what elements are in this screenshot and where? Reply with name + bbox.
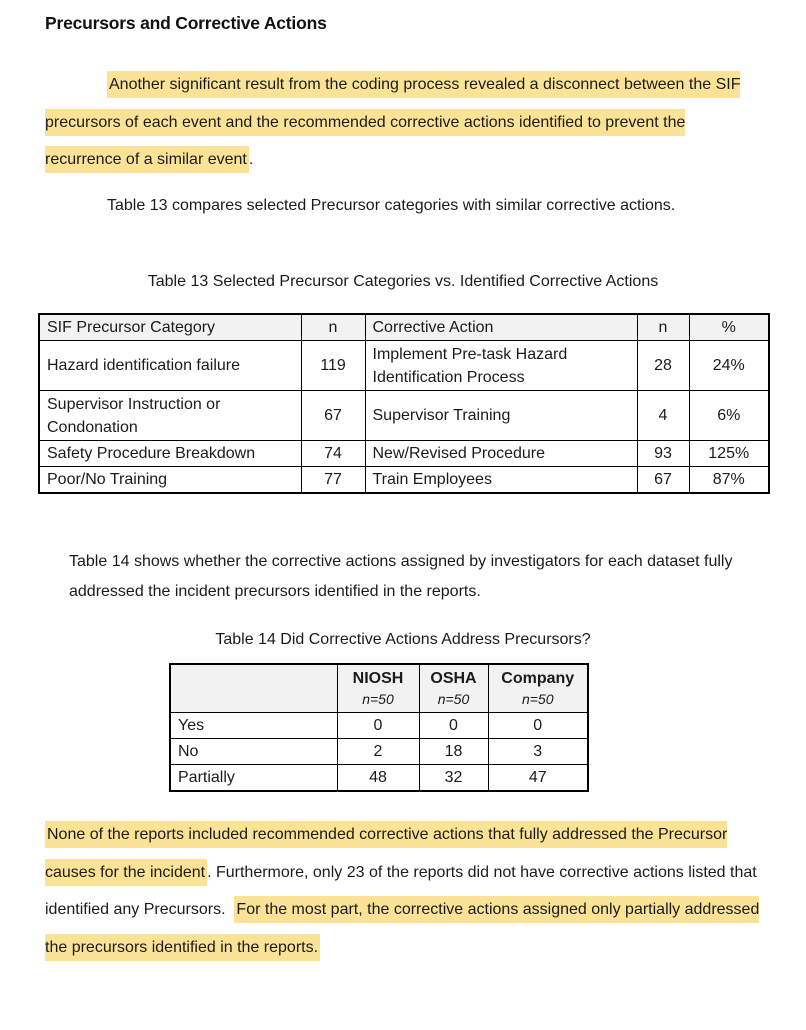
highlighted-text: None of the reports included recommended corrective actions that fully addressed the Precursor causes for the incident: [45, 821, 727, 886]
cell-n: 93: [637, 441, 689, 467]
table-row: [39, 391, 769, 441]
table13-intro-paragraph: Table 13 compares selected Precursor categories with similar corrective actions.: [107, 197, 676, 214]
table-row: [170, 738, 588, 764]
paragraph-text: .: [248, 151, 254, 168]
col-header-n1: n: [301, 314, 365, 341]
col-header-corrective-action: Corrective Action: [365, 314, 637, 341]
table-13-precursors-vs-corrective-actions: [38, 313, 770, 494]
row-label-partially: Partially: [170, 764, 337, 791]
cell-percent: 125%: [689, 441, 769, 467]
table-row: [170, 712, 588, 738]
cell-value: 0: [337, 712, 419, 738]
table-row: [39, 341, 769, 391]
cell-percent: 24%: [689, 341, 769, 391]
highlighted-text: For the most part, the corrective actions assigned only partially addressed the precursors identified in the reports.: [45, 896, 759, 961]
sample-size-label: n=50: [521, 691, 554, 708]
dataset-label: NIOSH: [352, 670, 404, 688]
cell-precursor: Hazard identification failure: [39, 341, 301, 391]
cell-n: 119: [301, 341, 365, 391]
col-header-osha: [419, 664, 488, 712]
cell-percent: 87%: [689, 467, 769, 494]
cell-precursor: Safety Procedure Breakdown: [39, 441, 301, 467]
page-title: Precursors and Corrective Actions: [45, 13, 327, 33]
table13-caption: Table 13 Selected Precursor Categories vs. Identified Corrective Actions: [147, 273, 659, 290]
table-row: [39, 441, 769, 467]
intro-paragraph: [45, 66, 765, 179]
cell-corrective-action: New/Revised Procedure: [365, 441, 637, 467]
blank-corner-cell: [170, 664, 337, 712]
col-header-company: [488, 664, 588, 712]
cell-value: 0: [488, 712, 588, 738]
cell-n: 77: [301, 467, 365, 494]
sample-size-label: n=50: [437, 691, 470, 708]
highlighted-text: Another significant result from the coding process revealed a disconnect between the SIF precursors of each event and the recommended corrective actions identified to prevent the recurrence of a similar event: [45, 71, 740, 173]
cell-precursor: Supervisor Instruction or Condonation: [39, 391, 301, 441]
cell-value: 0: [419, 712, 488, 738]
dataset-label: OSHA: [430, 670, 477, 688]
dataset-label: Company: [501, 670, 575, 688]
cell-n: 67: [301, 391, 365, 441]
col-header-n2: n: [637, 314, 689, 341]
row-label-yes: Yes: [170, 712, 337, 738]
table-row: [39, 467, 769, 494]
table14-intro-paragraph: Table 14 shows whether the corrective actions assigned by investigators for each dataset fully addressed the incident precursors identified in the reports.: [69, 553, 733, 600]
table-row: [170, 764, 588, 791]
cell-corrective-action: Train Employees: [365, 467, 637, 494]
col-header-niosh: [337, 664, 419, 712]
cell-n: 74: [301, 441, 365, 467]
sample-size-label: n=50: [362, 691, 394, 708]
table13-header-row: [39, 314, 769, 341]
cell-n: 4: [637, 391, 689, 441]
table14-caption: Table 14 Did Corrective Actions Address Precursors?: [215, 631, 591, 648]
cell-corrective-action: Implement Pre-task Hazard Identification Process: [365, 341, 637, 391]
cell-precursor: Poor/No Training: [39, 467, 301, 494]
cell-n: 67: [637, 467, 689, 494]
cell-n: 28: [637, 341, 689, 391]
cell-value: 3: [488, 738, 588, 764]
table14-header-row: [170, 664, 588, 712]
paragraph-text: . Furthermore, only 23 of the reports did not have corrective actions listed that identified any Precursors.: [45, 863, 757, 918]
cell-value: 2: [337, 738, 419, 764]
cell-percent: 6%: [689, 391, 769, 441]
cell-value: 48: [337, 764, 419, 791]
conclusion-paragraph: [45, 816, 765, 966]
cell-value: 18: [419, 738, 488, 764]
row-label-no: No: [170, 738, 337, 764]
cell-corrective-action: Supervisor Training: [365, 391, 637, 441]
col-header-percent: %: [689, 314, 769, 341]
col-header-sif-precursor-category: SIF Precursor Category: [39, 314, 301, 341]
table-14-corrective-actions-address-precursors: [169, 663, 589, 792]
cell-value: 47: [488, 764, 588, 791]
cell-value: 32: [419, 764, 488, 791]
